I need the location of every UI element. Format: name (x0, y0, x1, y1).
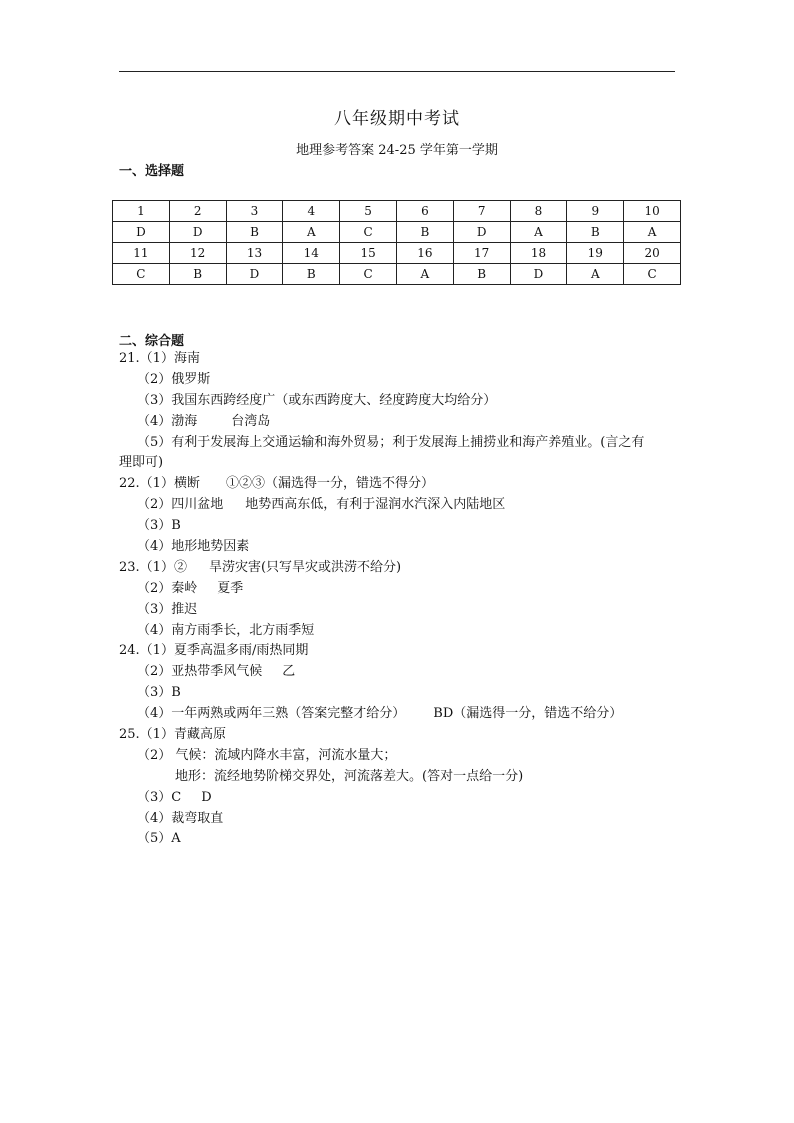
table-row (113, 243, 681, 264)
table-cell: 11 (113, 243, 170, 264)
table-cell: 15 (340, 243, 397, 264)
q24-answer-4a: （4）一年两熟或两年三熟（答案完整才给分） (137, 706, 406, 722)
q22-answer-1a: 22.（1）横断 (119, 476, 200, 492)
q21-answer-5: （5）有利于发展海上交通运输和海外贸易；利于发展海上捕捞业和海产养殖业。(言之有 (137, 434, 645, 450)
table-cell: B (396, 222, 453, 243)
q22-answer-2a: （2）四川盆地 (137, 497, 224, 513)
table-cell: A (396, 264, 453, 285)
table-cell: D (510, 264, 567, 285)
table-cell: 17 (453, 243, 510, 264)
q21-answer-5-cont: 理即可) (119, 455, 164, 471)
q23-answer-4: （4）南方雨季长，北方雨季短 (137, 622, 315, 638)
table-cell: B (567, 222, 624, 243)
q25-answer-1: 25.（1）青藏高原 (119, 727, 226, 743)
table-cell: D (226, 264, 283, 285)
q24-answer-1: 24.（1）夏季高温多雨/雨热同期 (119, 643, 309, 659)
table-cell: 7 (453, 201, 510, 222)
table-cell: 10 (624, 201, 681, 222)
table-cell: C (113, 264, 170, 285)
q22-answer-1b: ①②③（漏选得一分，错选不得分） (225, 476, 434, 492)
q24-answer-4 (119, 704, 679, 725)
q25-answer-2b: 地形：流经地势阶梯交界处，河流落差大。(答对一点给一分) (175, 768, 524, 784)
table-cell: 19 (567, 243, 624, 264)
table-cell: 1 (113, 201, 170, 222)
q25-answer-3b: D (201, 789, 212, 805)
q23-answer-2a: （2）秦岭 (137, 580, 198, 596)
q24-answer-2b: 乙 (282, 664, 296, 680)
q25-answer-3a: （3）C (137, 789, 182, 805)
q22-answer-1 (119, 474, 679, 495)
document-subtitle: 地理参考答案 24-25 学年第一学期 (296, 143, 498, 158)
table-cell: B (169, 264, 226, 285)
q23-answer-2 (119, 579, 679, 600)
table-cell: 5 (340, 201, 397, 222)
q22-answer-2b: 地势西高东低，有利于湿润水汽深入内陆地区 (245, 497, 506, 513)
q24-answer-4b: BD（漏选得一分，错选不给分） (433, 706, 623, 722)
table-cell: D (169, 222, 226, 243)
document-title: 八年级期中考试 (334, 109, 460, 129)
q21-answer-1: 21.（1）海南 (119, 351, 200, 366)
table-row (113, 201, 681, 222)
table-cell: 6 (396, 201, 453, 222)
header-rule (119, 71, 675, 72)
q24-answer-3: （3）B (137, 685, 181, 701)
table-cell: 9 (567, 201, 624, 222)
q21-answer-3: （3）我国东西跨经度广（或东西跨度大、经度跨度大均给分） (137, 392, 497, 408)
q23-answer-1a: 23.（1）② (119, 559, 187, 575)
q22-answer-2 (119, 495, 679, 516)
table-row (113, 222, 681, 243)
table-cell: C (624, 264, 681, 285)
section-title-choice: 一、选择题 (119, 164, 185, 179)
q25-answer-2a: （2） 气候：流域内降水丰富，河流水量大； (137, 747, 397, 763)
table-cell: D (113, 222, 170, 243)
table-cell: 2 (169, 201, 226, 222)
table-cell: C (340, 264, 397, 285)
choice-answer-table (112, 200, 681, 285)
q24-answer-2a: （2）亚热带季风气候 (137, 664, 263, 680)
q21-answer-4b: 台湾岛 (231, 413, 271, 429)
section-title-comprehensive: 二、综合题 (119, 334, 185, 349)
table-cell: D (453, 222, 510, 243)
table-row (113, 264, 681, 285)
q25-answer-4: （4）裁弯取直 (137, 810, 224, 826)
comprehensive-answers (119, 349, 679, 850)
table-cell: 8 (510, 201, 567, 222)
table-cell: A (510, 222, 567, 243)
q22-answer-4: （4）地形地势因素 (137, 539, 250, 555)
table-cell: 20 (624, 243, 681, 264)
table-cell: 18 (510, 243, 567, 264)
table-cell: 12 (169, 243, 226, 264)
q23-answer-1b: 旱涝灾害(只写旱灾或洪涝不给分) (208, 559, 402, 575)
q24-answer-2 (119, 662, 679, 683)
table-cell: 14 (283, 243, 340, 264)
q23-answer-2b: 夏季 (217, 580, 244, 596)
table-cell: 13 (226, 243, 283, 264)
q25-answer-3 (119, 788, 679, 809)
q21-answer-2: （2）俄罗斯 (137, 371, 211, 387)
table-cell: B (453, 264, 510, 285)
table-cell: 3 (226, 201, 283, 222)
q23-answer-3: （3）推迟 (137, 601, 198, 617)
table-cell: B (226, 222, 283, 243)
table-cell: 16 (396, 243, 453, 264)
q23-answer-1 (119, 558, 679, 579)
q21-answer-4 (119, 412, 679, 433)
q22-answer-3: （3）B (137, 518, 181, 534)
table-cell: C (340, 222, 397, 243)
table-cell: B (283, 264, 340, 285)
table-cell: A (283, 222, 340, 243)
q21-answer-4a: （4）渤海 (137, 413, 198, 429)
table-cell: 4 (283, 201, 340, 222)
q25-answer-5: （5）A (137, 831, 181, 847)
table-cell: A (567, 264, 624, 285)
table-cell: A (624, 222, 681, 243)
